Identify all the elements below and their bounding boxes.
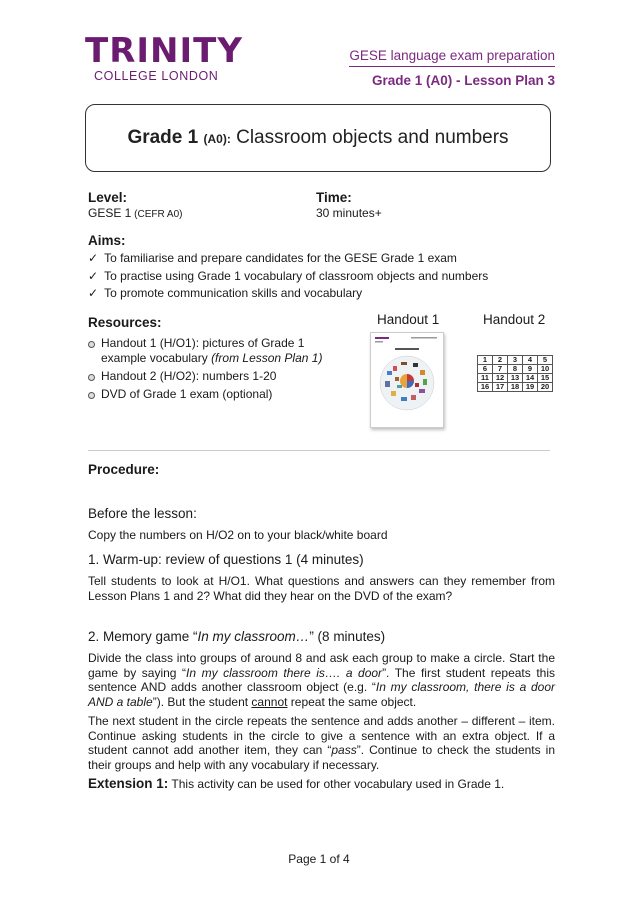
page-footer: Page 1 of 4 xyxy=(288,852,350,866)
before-lesson-text: Copy the numbers on H/O2 on to your black/white board xyxy=(88,528,388,542)
aims-item xyxy=(88,268,488,286)
text-run: ”). But the student xyxy=(152,694,252,709)
level-value-main: GESE 1 xyxy=(88,206,132,220)
number-cell: 8 xyxy=(508,365,523,374)
resource-item xyxy=(88,369,353,384)
number-cell: 14 xyxy=(523,374,538,383)
logo-subtitle: COLLEGE LONDON xyxy=(94,69,219,83)
handout-2-label: Handout 2 xyxy=(483,312,546,327)
memory-game-paragraph-1 xyxy=(88,651,555,709)
number-cell: 13 xyxy=(508,374,523,383)
text-run: repeat the same object. xyxy=(287,694,417,709)
number-cell: 15 xyxy=(538,374,553,383)
header-subtitle: GESE language exam preparation xyxy=(349,48,555,67)
level-value xyxy=(88,206,182,220)
before-lesson-heading: Before the lesson: xyxy=(88,506,197,521)
number-cell: 16 xyxy=(478,383,493,392)
number-cell: 7 xyxy=(493,365,508,374)
number-cell: 5 xyxy=(538,356,553,365)
text-run: The next student in the circle repeats the sentence and adds another – different – item. Continue asking students in the circle to give a sentence with an extra object. If a student cannot add another item, they can “ xyxy=(88,714,555,757)
text-run: ”. The first student repeats this sentence AND adds another classroom object (e.g. “ xyxy=(88,665,555,694)
time-label: Time: xyxy=(316,190,352,205)
page-header xyxy=(349,48,555,88)
aims-list xyxy=(88,250,488,303)
resource-item-text: Handout 2 (H/O2): numbers 1-20 xyxy=(101,369,277,383)
resource-item-note: (from Lesson Plan 1) xyxy=(211,351,323,365)
numbers-table xyxy=(477,355,553,392)
title-grade: Grade 1 xyxy=(127,127,199,148)
trinity-logo xyxy=(85,31,243,83)
number-cell: 1 xyxy=(478,356,493,365)
resources-label: Resources: xyxy=(88,315,162,330)
header-title: Grade 1 (A0) - Lesson Plan 3 xyxy=(371,73,555,88)
memory-game-paragraph-2 xyxy=(88,714,555,772)
resource-item xyxy=(88,387,353,402)
check-icon: ✓ xyxy=(88,286,99,300)
number-cell: 2 xyxy=(493,356,508,365)
heading-part: ” (8 minutes) xyxy=(309,629,386,644)
extension-label: Extension 1: xyxy=(88,776,169,791)
extension-paragraph xyxy=(88,777,555,792)
logo-wordmark: TRINITY xyxy=(85,31,243,71)
number-cell: 4 xyxy=(523,356,538,365)
number-cell: 3 xyxy=(508,356,523,365)
text-italic: In my classroom there is…. a door xyxy=(186,665,383,680)
table-row xyxy=(478,383,553,392)
number-cell: 19 xyxy=(523,383,538,392)
warmup-heading: 1. Warm-up: review of questions 1 (4 minutes) xyxy=(88,552,364,567)
text-run: ”. Continue to check the students in their groups and help with any vocabulary if necessary. xyxy=(88,743,556,772)
check-icon: ✓ xyxy=(88,268,99,283)
level-label: Level: xyxy=(88,190,128,205)
number-cell: 9 xyxy=(523,365,538,374)
text-italic: In my classroom, there is a door AND a table xyxy=(88,680,555,709)
aims-item xyxy=(88,285,488,303)
memory-game-heading xyxy=(88,629,385,644)
resources-list xyxy=(88,336,353,405)
resource-item-text: DVD of Grade 1 exam (optional) xyxy=(101,387,273,401)
number-cell: 12 xyxy=(493,374,508,383)
handout-1-label: Handout 1 xyxy=(377,312,440,327)
bullet-icon xyxy=(88,392,95,399)
handout-1-thumbnail xyxy=(370,332,444,428)
title-topic: Classroom objects and numbers xyxy=(230,127,509,148)
number-cell: 18 xyxy=(508,383,523,392)
bullet-icon xyxy=(88,374,95,381)
number-cell: 10 xyxy=(538,365,553,374)
level-value-cefr: (CEFR A0) xyxy=(131,209,183,220)
resource-item xyxy=(88,336,353,366)
title-level: (A0): xyxy=(203,132,231,146)
warmup-text: Tell students to look at H/O1. What questions and answers can they remember from Lesson Plans 1 and 2? What did they hear on the DVD of the exam? xyxy=(88,574,555,603)
heading-part: 2. Memory game “ xyxy=(88,629,198,644)
aims-label: Aims: xyxy=(88,233,126,248)
time-value: 30 minutes+ xyxy=(316,206,382,220)
text-underlined: cannot xyxy=(251,694,288,709)
extension-text: This activity can be used for other vocabulary used in Grade 1. xyxy=(168,777,505,791)
aims-item-text: To promote communication skills and vocabulary xyxy=(104,286,363,300)
number-cell: 20 xyxy=(538,383,553,392)
number-cell: 11 xyxy=(478,374,493,383)
section-divider xyxy=(88,450,550,451)
aims-item-text: To practise using Grade 1 vocabulary of classroom objects and numbers xyxy=(104,268,489,283)
aims-item-text: To familiarise and prepare candidates for the GESE Grade 1 exam xyxy=(104,251,457,265)
aims-item xyxy=(88,250,488,268)
bullet-icon xyxy=(88,341,95,348)
check-icon: ✓ xyxy=(88,251,99,265)
procedure-label: Procedure: xyxy=(88,462,160,477)
handout-1-image xyxy=(371,333,443,427)
document-title-box xyxy=(85,104,551,172)
text-run: Divide the class into groups of around 8 and ask each group to make a circle. Start the game by saying “ xyxy=(88,651,555,680)
resource-item-text: Handout 1 (H/O1): pictures of Grade 1 example vocabulary xyxy=(101,336,305,365)
heading-italic: In my classroom… xyxy=(197,629,310,644)
number-cell: 17 xyxy=(493,383,508,392)
number-cell: 6 xyxy=(478,365,493,374)
text-italic: pass xyxy=(331,743,357,757)
